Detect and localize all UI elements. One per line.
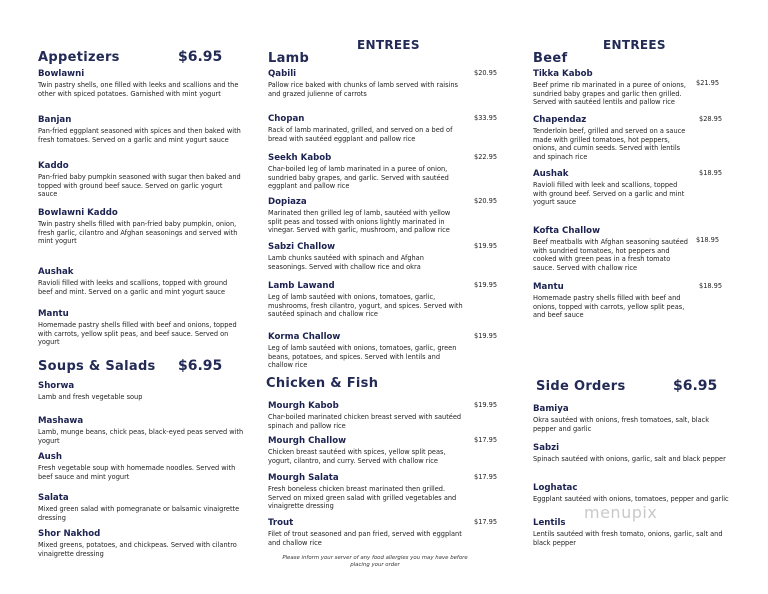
item-price: $19.95 <box>474 242 498 250</box>
menu-item <box>38 161 243 199</box>
item-name: Kaddo <box>38 161 69 171</box>
menu-item <box>268 153 498 191</box>
item-name: Seekh Kabob <box>268 153 332 163</box>
menu-item <box>533 115 733 161</box>
menu-item <box>268 473 498 511</box>
item-price: $33.95 <box>474 114 498 122</box>
item-desc: Mixed green salad with pomegranate or balsamic vinaigrette dressing <box>38 505 240 522</box>
item-desc: Marinated then grilled leg of lamb, sautéed with yellow split peas and tossed with onions lightly marinated in vinegar. Served with garlic, mushroom, and pallow rice <box>268 209 451 235</box>
item-desc: Twin pastry shells filled with pan-fried baby pumpkin, onion, fresh garlic, cilantro and Afghan seasonings and served with mint yogurt <box>38 220 238 246</box>
item-name: Bamiya <box>533 404 569 414</box>
menu-item <box>268 518 498 547</box>
item-name: Shorwa <box>38 381 75 391</box>
item-desc: Lamb chunks sautéed with spinach and Afghan seasonings. Served with challow rice and okra <box>268 254 424 271</box>
item-desc: Fresh boneless chicken breast marinated then grilled. Served on mixed green salad with grilled vegetables and vinaigrette dressing <box>268 485 457 511</box>
beef-heading: Beef <box>533 51 568 66</box>
item-price: $18.95 <box>699 169 723 177</box>
appetizers-heading: Appetizers <box>38 50 120 65</box>
side-orders-price: $6.95 <box>673 378 718 394</box>
menu-item <box>533 443 733 464</box>
menu-item <box>268 281 498 319</box>
menu-item <box>533 169 733 207</box>
menu-item <box>268 436 498 465</box>
menu-item <box>38 267 243 296</box>
menu-item <box>38 309 243 347</box>
item-name: Mantu <box>38 309 69 319</box>
item-name: Aushak <box>533 169 569 179</box>
item-name: Chopan <box>268 114 305 124</box>
menu-item <box>38 115 243 144</box>
item-desc: Pan-fried baby pumpkin seasoned with sugar then baked and topped with ground beef sauce. Served on garlic yogurt sauce <box>38 173 241 199</box>
item-desc: Pan-fried eggplant seasoned with spices and then baked with fresh tomatoes. Served on a garlic and mint yogurt sauce <box>38 127 241 144</box>
item-name: Trout <box>268 518 294 528</box>
item-desc: Rack of lamb marinated, grilled, and served on a bed of bread with sautéed eggplant and pallow rice <box>268 126 453 143</box>
item-name: Mantu <box>533 282 564 292</box>
soups-price: $6.95 <box>178 358 223 374</box>
item-desc: Lamb and fresh vegetable soup <box>38 393 143 401</box>
item-desc: Eggplant sautéed with onions, tomatoes, pepper and garlic <box>533 495 729 503</box>
menu-item <box>533 282 733 320</box>
item-price: $19.95 <box>474 332 498 340</box>
item-desc: Spinach sautéed with onions, garlic, salt and black pepper <box>533 455 726 463</box>
item-price: $18.95 <box>696 236 720 244</box>
item-name: Dopiaza <box>268 197 307 207</box>
menu-item <box>533 404 733 433</box>
chicken-fish-heading: Chicken & Fish <box>266 376 379 391</box>
item-name: Mourgh Kabob <box>268 401 339 411</box>
item-price: $17.95 <box>474 436 498 444</box>
item-desc: Tenderloin beef, grilled and served on a sauce made with grilled tomatoes, hot peppers, onions, and cumin seeds. Served with lentils and spinach rice <box>533 127 686 161</box>
menu-item <box>268 114 498 143</box>
item-name: Salata <box>38 493 69 503</box>
item-desc: Homemade pastry shells filled with beef and onions, topped with carrots, yellow split peas, and beef sauce <box>533 294 685 320</box>
item-desc: Leg of lamb sautéed with onions, tomatoes, garlic, green beans, potatoes, and spices. Served with lentils and challow rice <box>268 344 457 370</box>
item-desc: Ravioli filled with leek and scallions, topped with ground beef. Served on a garlic and mint yogurt sauce <box>533 181 685 207</box>
item-name: Chapendaz <box>533 115 587 125</box>
item-desc: Char-boiled leg of lamb marinated in a puree of onion, sundried baby grapes, and garlic. Served with sautéed eggplant and pallow rice <box>268 165 449 191</box>
item-name: Shor Nakhod <box>38 529 101 539</box>
menu-item <box>268 401 498 430</box>
menu-item <box>38 381 248 402</box>
item-desc: Homemade pastry shells filled with beef and onions, topped with carrots, yellow split peas, and beef sauce. Served on yogurt <box>38 321 237 347</box>
item-name: Lentils <box>533 518 566 528</box>
item-price: $20.95 <box>474 69 498 77</box>
item-name: Korma Challow <box>268 332 341 342</box>
item-price: $18.95 <box>699 282 723 290</box>
menu-item <box>533 226 733 272</box>
menu-item <box>268 242 498 271</box>
menu-item <box>268 332 498 370</box>
item-name: Bowlawni Kaddo <box>38 208 118 218</box>
item-price: $19.95 <box>474 281 498 289</box>
menu-item <box>533 518 733 547</box>
item-name: Sabzi <box>533 443 560 453</box>
item-desc: Char-boiled marinated chicken breast served with sautéed spinach and pallow rice <box>268 413 462 430</box>
item-name: Kofta Challow <box>533 226 601 236</box>
menu-item <box>38 529 248 558</box>
item-name: Bowlawni <box>38 69 85 79</box>
item-name: Loghatac <box>533 483 578 493</box>
menu-item <box>38 416 248 445</box>
item-name: Qabili <box>268 69 297 79</box>
menu-item <box>38 208 243 246</box>
item-desc: Lamb, munge beans, chick peas, black-eyed peas served with yogurt <box>38 428 244 445</box>
item-name: Mourgh Salata <box>268 473 339 483</box>
item-desc: Pallow rice baked with chunks of lamb served with raisins and grazed julienne of carrots <box>268 81 458 98</box>
item-price: $17.95 <box>474 518 498 526</box>
menu-item <box>533 69 733 107</box>
item-name: Mashawa <box>38 416 84 426</box>
item-name: Aushak <box>38 267 74 277</box>
item-name: Lamb Lawand <box>268 281 335 291</box>
menu-item <box>38 69 243 98</box>
lamb-heading: Lamb <box>268 51 310 66</box>
item-desc: Beef meatballs with Afghan seasoning sautéed with sundried tomatoes, hot peppers and cooked with green peas in a fresh tomato sauce. Served with challow rice <box>533 238 688 272</box>
item-name: Sabzi Challow <box>268 242 336 252</box>
item-desc: Filet of trout seasoned and pan fried, served with eggplant and challow rice <box>268 530 462 547</box>
item-name: Mourgh Challow <box>268 436 347 446</box>
item-price: $20.95 <box>474 197 498 205</box>
appetizers-price: $6.95 <box>178 49 223 65</box>
allergy-note: Please inform your server of any food allergies you may have before placing your order <box>282 555 468 568</box>
item-desc: Mixed greens, potatoes, and chickpeas. Served with cilantro vinaigrette dressing <box>38 541 237 558</box>
soups-heading: Soups & Salads <box>38 359 156 374</box>
menu-item <box>38 493 248 522</box>
menu-item <box>533 483 733 504</box>
item-desc: Ravioli filled with leeks and scallions, topped with ground beef and mint. Served on a garlic and mint yogurt sauce <box>38 279 228 296</box>
item-price: $17.95 <box>474 473 498 481</box>
item-desc: Twin pastry shells, one filled with leeks and scallions and the other with spiced potatoes. Garnished with mint yogurt <box>38 81 239 98</box>
side-orders-heading: Side Orders <box>536 379 626 394</box>
entrees-heading-right: ENTREES <box>603 38 666 52</box>
item-price: $28.95 <box>699 115 723 123</box>
item-name: Tikka Kabob <box>533 69 593 79</box>
menu-item <box>38 452 248 481</box>
item-desc: Leg of lamb sautéed with onions, tomatoes, garlic, mushrooms, fresh cilantro, yogurt, and spices. Served with sautéed spinach and challow rice <box>268 293 463 319</box>
menu-item <box>268 197 498 235</box>
item-desc: Fresh vegetable soup with homemade noodles. Served with beef sauce and mint yogurt <box>38 464 236 481</box>
item-price: $21.95 <box>696 79 720 87</box>
menu-item <box>268 69 498 98</box>
item-desc: Lentils sautéed with fresh tomato, onions, garlic, salt and black pepper <box>533 530 723 547</box>
item-name: Aush <box>38 452 63 462</box>
item-price: $22.95 <box>474 153 498 161</box>
item-price: $19.95 <box>474 401 498 409</box>
item-desc: Okra sautéed with onions, fresh tomatoes, salt, black pepper and garlic <box>533 416 710 433</box>
item-name: Banjan <box>38 115 72 125</box>
menupix-watermark: menupix <box>584 503 658 522</box>
entrees-heading-middle: ENTREES <box>357 38 420 52</box>
item-desc: Chicken breast sautéed with spices, yellow split peas, yogurt, cilantro, and curry. Served with challow rice <box>268 448 446 465</box>
item-desc: Beef prime rib marinated in a puree of onions, sundried baby grapes and garlic then grilled. Served with sautéed lentils and pallow rice <box>533 81 686 107</box>
